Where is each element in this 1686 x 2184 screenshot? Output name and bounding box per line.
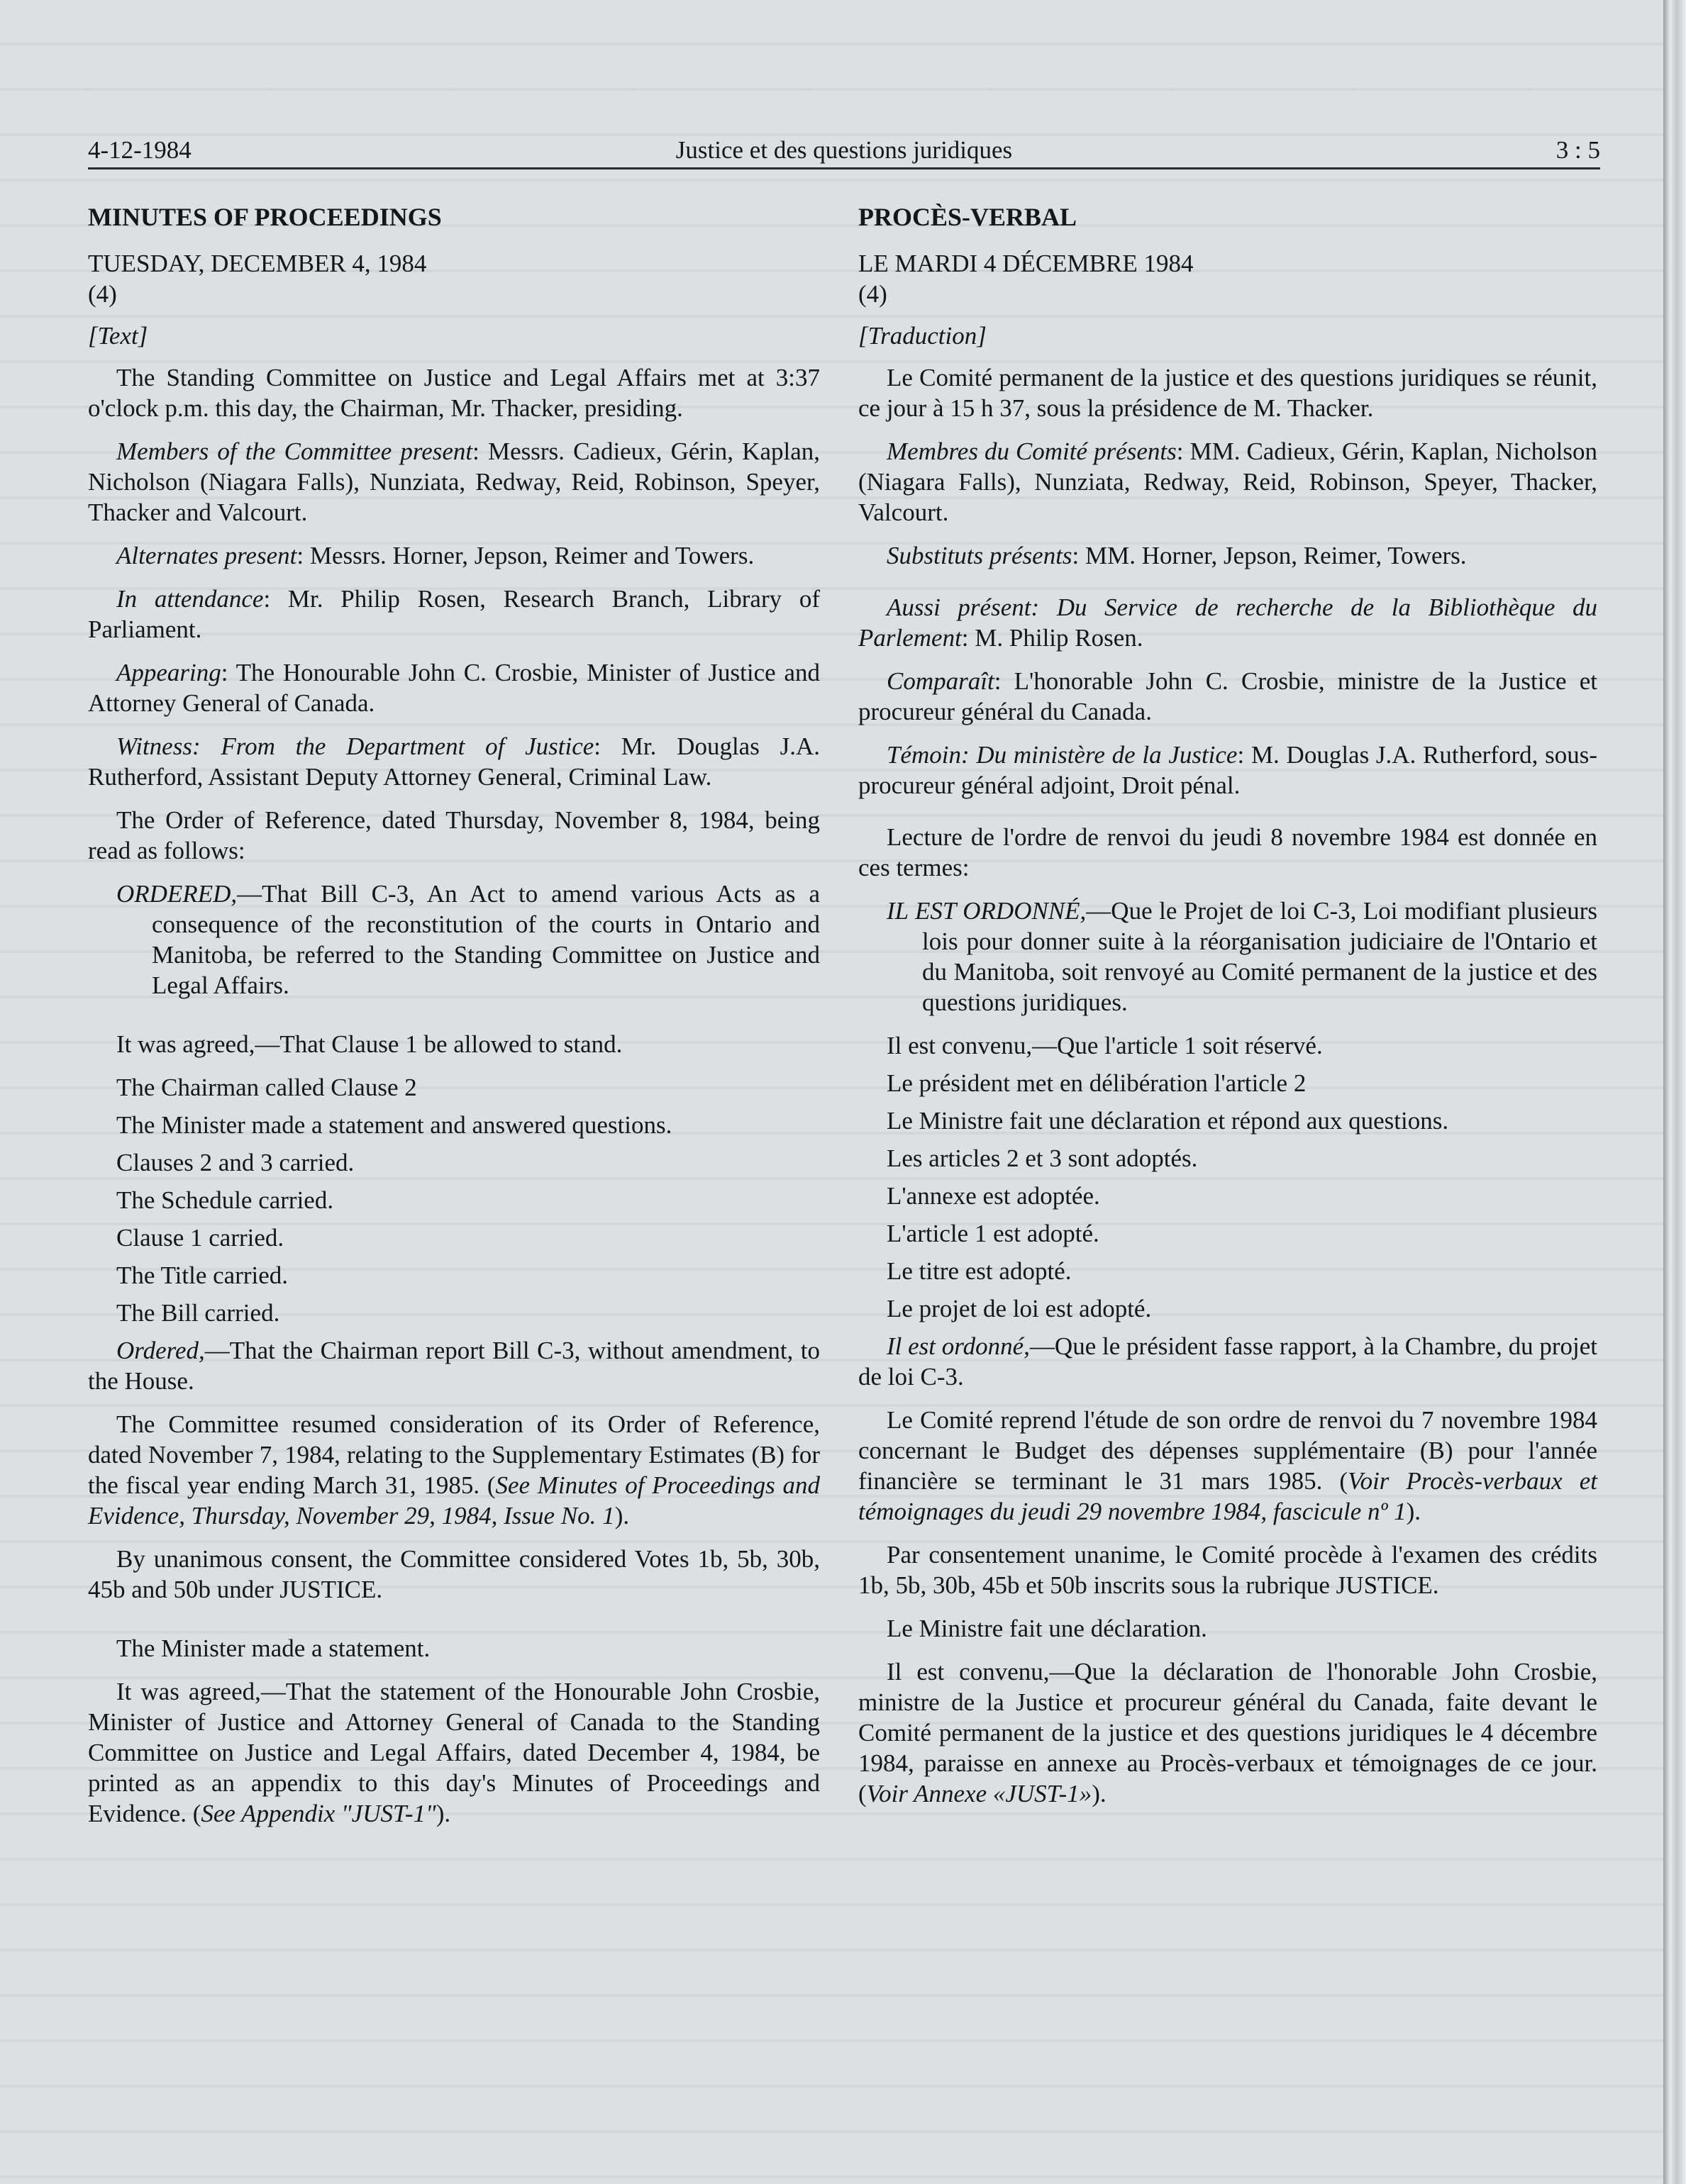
- english-witness: Witness: From the Department of Justice: Mr. Douglas J.A. Rutherford, Assistant Deputy Attorney General, Criminal Law.: [88, 732, 820, 791]
- english-carried-5: The Bill carried.: [116, 1299, 280, 1327]
- english-meeting-paragraph: The Standing Committee on Justice and Legal Affairs met at 3:37 o'clock p.m. this day, the Chairman, Mr. Thacker, presiding.: [88, 364, 820, 422]
- header-title: Justice et des questions juridiques: [675, 136, 1013, 164]
- english-statement-2: The Minister made a statement.: [116, 1634, 431, 1662]
- english-resumed: The Committee resumed consideration of its Order of Reference, dated November 7, 1984, relating to the Supplementary Estimates (B) for the fiscal year ending March 31, 1985. (See Minutes of Proceedings and Evidence, Thursday, November 29, 1984, Issue No. 1).: [88, 1410, 820, 1530]
- header-page-number: 3 : 5: [1555, 136, 1600, 164]
- french-carried-4: Le titre est adopté.: [887, 1257, 1072, 1285]
- english-date: TUESDAY, DECEMBER 4, 1984: [88, 250, 427, 277]
- english-carried-4: The Title carried.: [116, 1261, 289, 1289]
- header-date: 4-12-1984: [88, 136, 192, 164]
- english-carried-1: Clauses 2 and 3 carried.: [116, 1149, 355, 1176]
- french-text-tag: [Traduction]: [858, 322, 987, 350]
- french-members: Membres du Comité présents: MM. Cadieux, Gérin, Kaplan, Nicholson (Niagara Falls), Nunziata, Redway, Reid, Robinson, Speyer, Thacker, Valcourt.: [858, 438, 1598, 526]
- french-carried-1: Les articles 2 et 3 sont adoptés.: [887, 1144, 1198, 1172]
- english-order-intro: The Order of Reference, dated Thursday, November 8, 1984, being read as follows:: [88, 806, 820, 864]
- french-column: [858, 202, 1597, 1822]
- english-meeting-no: (4): [88, 280, 117, 308]
- english-carried-2: The Schedule carried.: [116, 1186, 334, 1214]
- page-edge: [1663, 0, 1686, 2184]
- english-heading: MINUTES OF PROCEEDINGS: [88, 203, 442, 231]
- french-statement-2: Le Ministre fait une déclaration.: [887, 1615, 1207, 1642]
- french-consent: Par consentement unanime, le Comité procède à l'examen des crédits 1b, 5b, 30b, 45b et 50b inscrits sous la rubrique JUSTICE.: [858, 1541, 1597, 1599]
- english-consent: By unanimous consent, the Committee considered Votes 1b, 5b, 30b, 45b and 50b under JUSTICE.: [88, 1545, 820, 1603]
- french-also-present: Aussi présent: Du Service de recherche de la Bibliothèque du Parlement: M. Philip Rosen.: [858, 594, 1597, 652]
- french-substitutes: Substituts présents: MM. Horner, Jepson, Reimer, Towers.: [887, 542, 1467, 569]
- english-members: Members of the Committee present: Messrs. Cadieux, Gérin, Kaplan, Nicholson (Niagara Falls), Nunziata, Redway, Reid, Robinson, Speyer, Thacker and Valcourt.: [88, 438, 820, 526]
- english-called: The Chairman called Clause 2: [116, 1074, 417, 1101]
- english-column: [88, 202, 820, 1842]
- french-date: LE MARDI 4 DÉCEMBRE 1984: [858, 250, 1194, 277]
- french-appearing: Comparaît: L'honorable John C. Crosbie, ministre de la Justice et procureur général du Canada.: [858, 667, 1597, 725]
- english-ordered-2: Ordered,—That the Chairman report Bill C-3, without amendment, to the House.: [88, 1337, 820, 1395]
- french-agreed-2: Il est convenu,—Que la déclaration de l'honorable John Crosbie, ministre de la Justice et procureur général du Canada, faite devant le Comité permanent de la justice et des questions juridiques le 4 décembre 1984, paraisse en annexe au Procès-verbaux et témoignages de ce jour. (Voir Annexe «JUST-1»).: [858, 1658, 1597, 1807]
- english-statement-1: The Minister made a statement and answered questions.: [116, 1111, 672, 1139]
- french-meeting-paragraph: Le Comité permanent de la justice et des questions juridiques se réunit, ce jour à 15 h 37, sous la présidence de M. Thacker.: [858, 364, 1597, 422]
- french-heading: PROCÈS-VERBAL: [858, 203, 1077, 231]
- french-order-intro: Lecture de l'ordre de renvoi du jeudi 8 novembre 1984 est donnée en ces termes:: [858, 823, 1597, 881]
- english-text-tag: [Text]: [88, 322, 148, 350]
- french-witness: Témoin: Du ministère de la Justice: M. Douglas J.A. Rutherford, sous-procureur général adjoint, Droit pénal.: [858, 741, 1597, 799]
- english-alternates: Alternates present: Messrs. Horner, Jepson, Reimer and Towers.: [116, 542, 755, 569]
- running-header: [88, 132, 1600, 169]
- english-carried-3: Clause 1 carried.: [116, 1224, 284, 1252]
- french-carried-2: L'annexe est adoptée.: [887, 1182, 1100, 1210]
- french-statement-1: Le Ministre fait une déclaration et répond aux questions.: [887, 1107, 1449, 1135]
- english-ordered: ORDERED,—That Bill C-3, An Act to amend various Acts as a consequence of the reconstitution of the courts in Ontario and Manitoba, be referred to the Standing Committee on Justice and Legal Affairs.: [116, 880, 820, 999]
- french-ordered: IL EST ORDONNÉ,—Que le Projet de loi C-3, Loi modifiant plusieurs lois pour donner suite à la réorganisation judiciaire de l'Ontario et du Manitoba, soit renvoyé au Comité permanent de la justice et des questions juridiques.: [887, 897, 1597, 1016]
- french-called: Le président met en délibération l'article 2: [887, 1069, 1307, 1097]
- french-agreed-1: Il est convenu,—Que l'article 1 soit réservé.: [887, 1032, 1323, 1059]
- english-agreed-1: It was agreed,—That Clause 1 be allowed to stand.: [116, 1030, 623, 1058]
- french-carried-3: L'article 1 est adopté.: [887, 1220, 1099, 1247]
- english-appearing: Appearing: The Honourable John C. Crosbie, Minister of Justice and Attorney General of Canada.: [88, 659, 820, 717]
- french-carried-5: Le projet de loi est adopté.: [887, 1295, 1152, 1322]
- french-ordered-2: Il est ordonné,—Que le président fasse rapport, à la Chambre, du projet de loi C-3.: [858, 1332, 1597, 1391]
- english-attendance: In attendance: Mr. Philip Rosen, Research Branch, Library of Parliament.: [88, 585, 820, 643]
- french-resumed: Le Comité reprend l'étude de son ordre de renvoi du 7 novembre 1984 concernant le Budget des dépenses supplémentaire (B) pour l'année financière se terminant le 31 mars 1985. (Voir Procès-verbaux et témoignages du jeudi 29 novembre 1984, fascicule nº 1).: [858, 1406, 1598, 1525]
- french-meeting-no: (4): [858, 280, 887, 308]
- english-agreed-2: It was agreed,—That the statement of the Honourable John Crosbie, Minister of Justice and Attorney General of Canada to the Standing Committee on Justice and Legal Affairs, dated December 4, 1984, be printed as an appendix to this day's Minutes of Proceedings and Evidence. (See Appendix "JUST-1").: [88, 1678, 820, 1827]
